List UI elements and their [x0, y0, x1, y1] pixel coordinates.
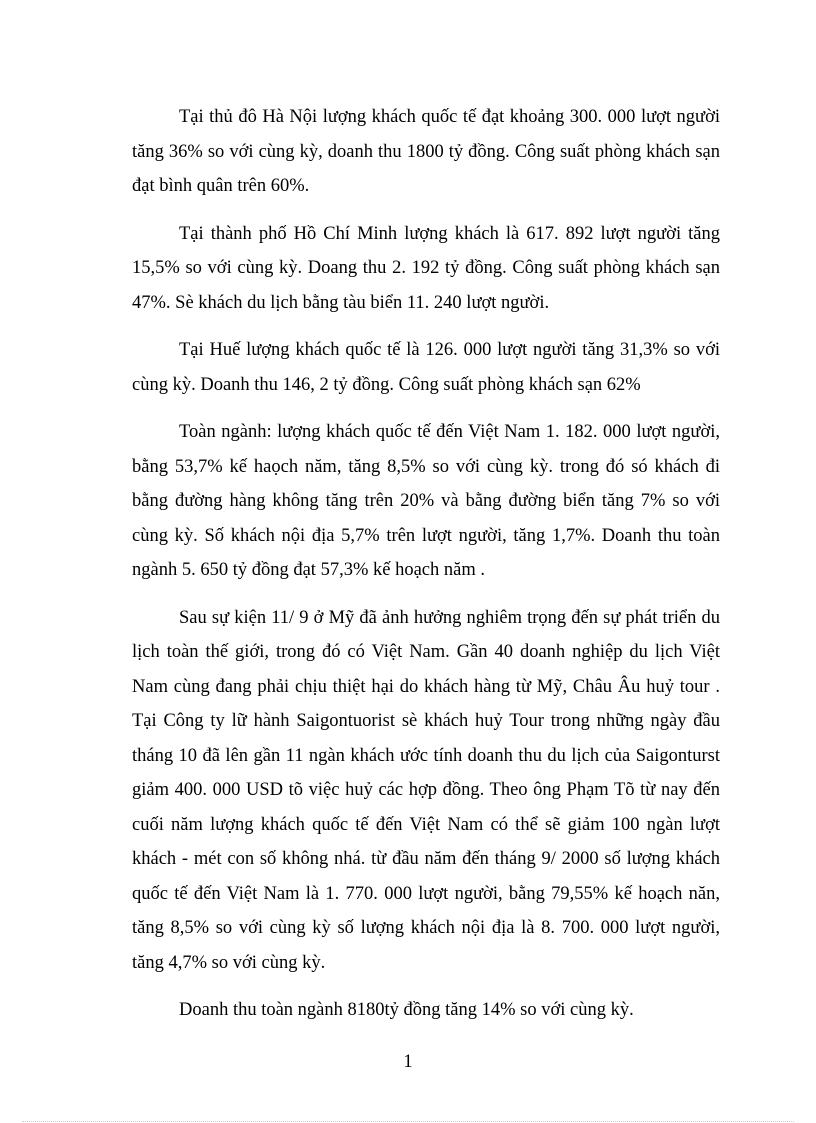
paragraph-hue: Tại Huế lượng khách quốc tế là 126. 000 lượt người tăng 31,3% so với cùng kỳ. Doanh thu 146, 2 tỷ đồng. Công suất phòng khách sạn 62%	[132, 340, 720, 395]
paragraph-hochiminh: Tại thành phố Hồ Chí Minh lượng khách là 617. 892 lượt người tăng 15,5% so với cùng kỳ. Doang thu 2. 192 tỷ đồng. Công suất phòng khách sạn 47%. Sè khách du lịch bằng tàu biển 11. 240 lượt người.	[132, 223, 720, 313]
document-body	[132, 100, 720, 1041]
paragraph-toan-nganh: Toàn ngành: lượng khách quốc tế đến Việt Nam 1. 182. 000 lượt người, bằng 53,7% kế haọch năm, tăng 8,5% so với cùng kỳ. trong đó só khách đi bằng đường hàng không tăng trên 20% và bằng đường biển tăng 7% so với cùng kỳ. Số khách nội địa 5,7% trên lượt người, tăng 1,7%. Doanh thu toàn ngành 5. 650 tỷ đồng đạt 57,3% kế hoạch năm .	[132, 422, 720, 580]
page-number: 1	[403, 1052, 413, 1072]
page-bottom-divider	[22, 1121, 794, 1122]
paragraph-su-kien-11-9: Sau sự kiện 11/ 9 ở Mỹ đã ảnh hưởng nghiêm trọng đến sự phát triển du lịch toàn thế giới, trong đó có Việt Nam. Gần 40 doanh nghiệp du lịch Việt Nam cùng đang phải chịu thiệt hại do khách hàng từ Mỹ, Châu Âu huỷ tour . Tại Công ty lữ hành Saigontuorist sè khách huỷ Tour trong những ngày đầu tháng 10 đã lên gần 11 ngàn khách ước tính doanh thu du lịch của Saigonturst giảm 400. 000 USD tõ việc huỷ các hợp đồng. Theo ông Phạm Tõ từ nay đến cuối năm lượng khách quốc tế đến Việt Nam có thể sẽ giảm 100 ngàn lượt khách - mét con số không nhá. từ đầu năm đến tháng 9/ 2000 số lượng khách quốc tế đến Việt Nam là 1. 770. 000 lượt người, bằng 79,55% kế hoạch năn, tăng 8,5% so với cùng kỳ số lượng khách nội địa là 8. 700. 000 lượt người, tăng 4,7% so với cùng kỳ.	[132, 607, 720, 973]
paragraph-hanoi: Tại thủ đô Hà Nội lượng khách quốc tế đạt khoảng 300. 000 lượt người tăng 36% so với cùng kỳ, doanh thu 1800 tỷ đồng. Công suất phòng khách sạn đạt bình quân trên 60%.	[132, 107, 720, 196]
paragraph-doanh-thu: Doanh thu toàn ngành 8180tỷ đồng tăng 14% so với cùng kỳ.	[179, 1000, 634, 1020]
